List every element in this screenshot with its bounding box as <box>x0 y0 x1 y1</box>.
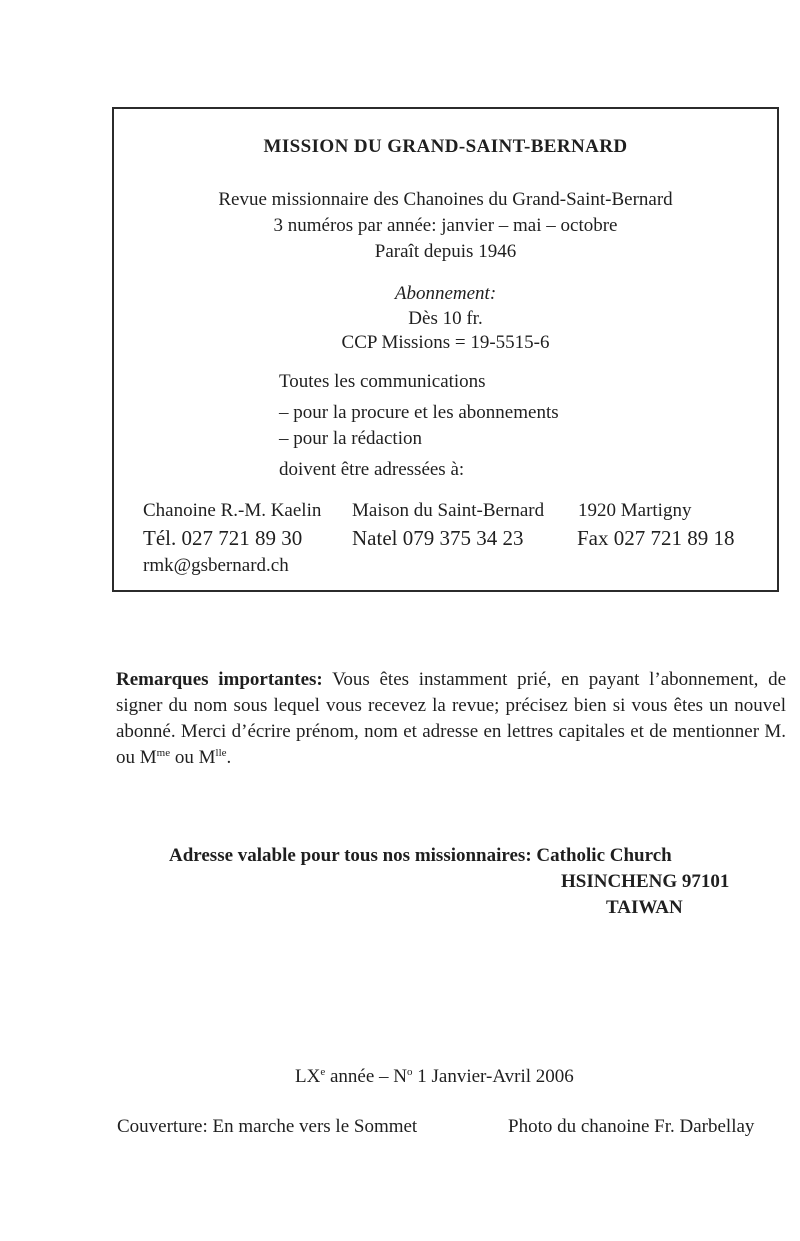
magazine-title: MISSION DU GRAND-SAINT-BERNARD <box>263 136 628 157</box>
subscription-ccp: CCP Missions = 19-5515-6 <box>341 332 550 353</box>
photo-credit: Photo du chanoine Fr. Darbellay <box>508 1116 755 1137</box>
issue-sup-e: e <box>320 1066 326 1078</box>
remarks-sup-lle: lle <box>215 747 227 759</box>
communications-item: – pour la rédaction <box>279 428 422 449</box>
subtitle-line-2: 3 numéros par année: janvier – mai – octobre <box>273 215 618 236</box>
communications-outro: doivent être adressées à: <box>279 459 465 480</box>
contact-city: 1920 Martigny <box>578 500 692 521</box>
remarks-paragraph <box>116 667 786 771</box>
remarks-mid: ou M <box>170 747 216 768</box>
subtitle-line-3: Paraît depuis 1946 <box>374 241 517 262</box>
communications-item: – pour la procure et les abonnements <box>279 402 559 423</box>
issue-mid: année – N <box>325 1066 407 1087</box>
contact-house: Maison du Saint-Bernard <box>352 500 545 521</box>
contact-email[interactable]: rmk@gsbernard.ch <box>143 555 289 576</box>
issue-prefix: LX <box>295 1066 321 1087</box>
communications-intro: Toutes les communications <box>279 371 486 392</box>
remarks-text: Vous êtes instamment prié, en payant l’abonnement, de signer du nom sous lequel vous recevez la revue; précisez bien si vous êtes un nouvel abonné. Merci d’écrire prénom, nom et adresse en lettres capitales et de mentionner M. ou M <box>116 669 786 768</box>
subscription-label: Abonnement: <box>394 283 497 304</box>
subtitle-line-1: Revue missionnaire des Chanoines du Grand-Saint-Bernard <box>218 189 673 210</box>
contact-fax: Fax 027 721 89 18 <box>577 526 735 550</box>
remarks-end: . <box>226 747 232 768</box>
remarks-sup-me: me <box>156 747 171 759</box>
contact-tel: Tél. 027 721 89 30 <box>143 526 303 550</box>
cover-caption: Couverture: En marche vers le Sommet <box>117 1116 418 1137</box>
mission-address-line-2: HSINCHENG 97101 <box>561 871 730 892</box>
subscription-price: Dès 10 fr. <box>408 308 483 329</box>
issue-line <box>295 1066 574 1088</box>
issue-rest: 1 Janvier-Avril 2006 <box>412 1066 574 1087</box>
issue-sup-o: o <box>407 1066 413 1078</box>
contact-natel: Natel 079 375 34 23 <box>352 526 524 550</box>
mission-address-line-1: Adresse valable pour tous nos missionnaires: Catholic Church <box>169 845 672 866</box>
mission-address-line-3: TAIWAN <box>606 897 683 918</box>
contact-name: Chanoine R.-M. Kaelin <box>143 500 322 521</box>
remarks-label: Remarques importantes: <box>116 669 323 690</box>
